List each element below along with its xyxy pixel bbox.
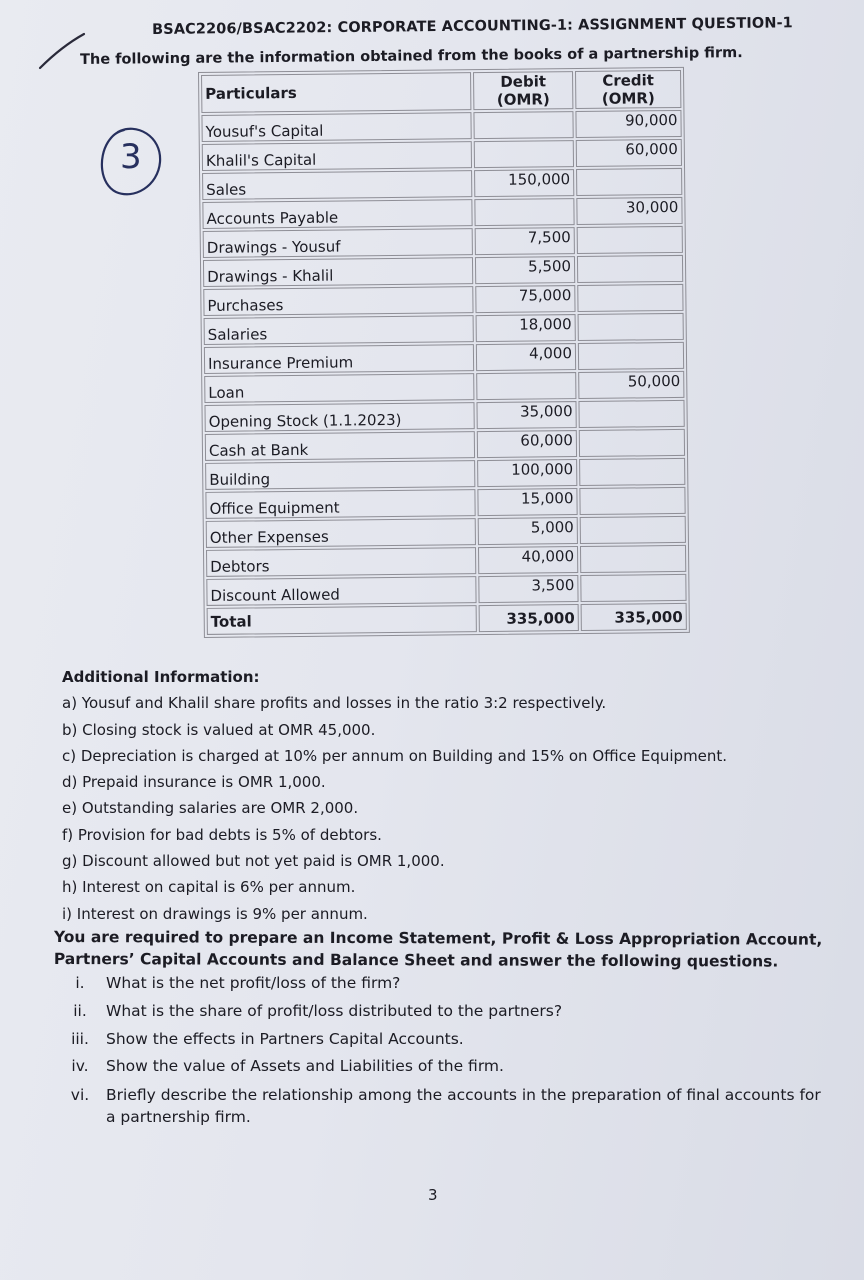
cell-debit [474, 140, 574, 168]
cell-particular: Drawings - Yousuf [203, 228, 473, 258]
question-text: Show the value of Assets and Liabilities of the firm. [106, 1057, 504, 1075]
question-text: Show the effects in Partners Capital Accounts. [106, 1030, 464, 1048]
question-item [54, 1000, 834, 1022]
cell-credit [578, 342, 684, 370]
table-row [205, 487, 685, 519]
cell-debit: 18,000 [476, 314, 576, 342]
question-item [54, 1028, 834, 1050]
cell-debit: 3,500 [478, 575, 578, 603]
cell-particular: Cash at Bank [205, 431, 475, 461]
cell-debit: 7,500 [475, 227, 575, 255]
table-row [202, 168, 682, 200]
table-row [202, 139, 682, 171]
table-row [204, 313, 684, 345]
question-item [54, 972, 834, 994]
cell-particular: Building [205, 460, 475, 490]
cell-debit [473, 111, 573, 139]
table-row [201, 110, 681, 142]
additional-info-item: i) Interest on drawings is 9% per annum. [62, 904, 368, 923]
table-row [203, 284, 683, 316]
table-row [206, 545, 686, 577]
additional-info-item: g) Discount allowed but not yet paid is OMR 1,000. [62, 852, 445, 871]
question-number: i. [75, 974, 85, 992]
table-row [205, 429, 685, 461]
table-body [201, 110, 686, 635]
cell-debit: 4,000 [476, 343, 576, 371]
question-number: vi. [70, 1086, 90, 1104]
cell-debit: 150,000 [474, 169, 574, 197]
cell-debit: 5,000 [478, 517, 578, 545]
cell-particular: Drawings - Khalil [203, 257, 473, 287]
table-row [206, 516, 686, 548]
table-total-row [207, 603, 687, 635]
cell-particular: Other Expenses [206, 518, 476, 548]
table-row [205, 458, 685, 490]
trial-balance-table [198, 67, 690, 638]
cell-particular: Office Equipment [205, 489, 475, 519]
cell-debit: 75,000 [475, 285, 575, 313]
header-debit: Debit (OMR) [473, 71, 573, 110]
cell-debit: 15,000 [477, 488, 577, 516]
hand-drawn-circle-icon [96, 118, 168, 202]
circled-number-annotation [96, 118, 168, 206]
cell-credit: 50,000 [578, 371, 684, 399]
requirement-text: You are required to prepare an Income Statement, Profit & Loss Appropriation Account, Partners’ Capital Accounts and Balance Sheet and answer the following questions. [53, 928, 823, 971]
additional-info-item: h) Interest on capital is 6% per annum. [62, 878, 356, 897]
cell-credit [577, 226, 683, 254]
cell-credit: 30,000 [576, 197, 682, 225]
cell-particular: Opening Stock (1.1.2023) [204, 402, 474, 432]
question-text: What is the share of profit/loss distributed to the partners? [106, 1002, 563, 1020]
total-label: Total [207, 605, 477, 635]
total-debit: 335,000 [479, 604, 579, 632]
table-row [204, 342, 684, 374]
table-row [204, 371, 684, 403]
cell-credit: 90,000 [575, 110, 681, 138]
additional-info-item: d) Prepaid insurance is OMR 1,000. [62, 773, 326, 792]
cell-debit [476, 372, 576, 400]
cell-credit [578, 400, 684, 428]
cell-credit [580, 574, 686, 602]
additional-information [62, 664, 822, 927]
header-credit: Credit (OMR) [575, 70, 681, 109]
cell-particular: Salaries [204, 315, 474, 345]
circled-number-text: 3 [120, 137, 142, 177]
cell-particular: Loan [204, 373, 474, 403]
cell-particular: Purchases [203, 286, 473, 316]
question-number: iv. [71, 1057, 89, 1075]
cell-particular: Insurance Premium [204, 344, 474, 374]
question-number: ii. [73, 1002, 87, 1020]
cell-credit [580, 545, 686, 573]
cell-credit [577, 255, 683, 283]
cell-credit [580, 516, 686, 544]
table-header-row [201, 70, 681, 113]
cell-debit: 35,000 [476, 401, 576, 429]
additional-info-item: a) Yousuf and Khalil share profits and losses in the ratio 3:2 respectively. [62, 694, 607, 713]
cell-debit: 40,000 [478, 546, 578, 574]
cell-debit: 100,000 [477, 459, 577, 487]
total-credit: 335,000 [581, 603, 687, 631]
cell-credit: 60,000 [576, 139, 682, 167]
table-row [204, 400, 684, 432]
cell-particular: Sales [202, 170, 472, 200]
table-row [203, 255, 683, 287]
additional-info-list [62, 690, 822, 927]
additional-info-title: Additional Information: [62, 668, 260, 686]
cell-particular: Yousuf's Capital [201, 112, 471, 142]
intro-text: The following are the information obtained from the books of a partnership firm. [80, 45, 743, 68]
cell-particular: Debtors [206, 547, 476, 577]
header-particulars: Particulars [201, 72, 471, 113]
cell-debit [474, 198, 574, 226]
question-item [54, 1084, 834, 1128]
cell-particular: Discount Allowed [206, 576, 476, 606]
cell-particular: Accounts Payable [202, 199, 472, 229]
question-text: What is the net profit/loss of the firm? [106, 974, 401, 992]
cell-credit [579, 458, 685, 486]
additional-info-item: c) Depreciation is charged at 10% per annum on Building and 15% on Office Equipment. [62, 746, 728, 765]
question-item [54, 1055, 834, 1077]
cell-credit [579, 429, 685, 457]
additional-info-item: b) Closing stock is valued at OMR 45,000. [62, 720, 376, 739]
table-row [203, 226, 683, 258]
question-number: iii. [71, 1030, 89, 1048]
question-text: Briefly describe the relationship among the accounts in the preparation of final accounts for a partnership firm. [106, 1086, 821, 1126]
cell-credit [579, 487, 685, 515]
table-row [202, 197, 682, 229]
assignment-title: BSAC2206/BSAC2202: CORPORATE ACCOUNTING-1: ASSIGNMENT QUESTION-1 [152, 15, 793, 38]
cell-credit [578, 313, 684, 341]
cell-credit [576, 168, 682, 196]
cell-debit: 60,000 [477, 430, 577, 458]
additional-info-item: e) Outstanding salaries are OMR 2,000. [62, 799, 359, 818]
cell-credit [577, 284, 683, 312]
cell-particular: Khalil's Capital [202, 141, 472, 171]
additional-info-item: f) Provision for bad debts is 5% of debtors. [62, 825, 382, 844]
cell-debit: 5,500 [475, 256, 575, 284]
page-number: 3 [428, 1186, 438, 1204]
table-row [206, 574, 686, 606]
